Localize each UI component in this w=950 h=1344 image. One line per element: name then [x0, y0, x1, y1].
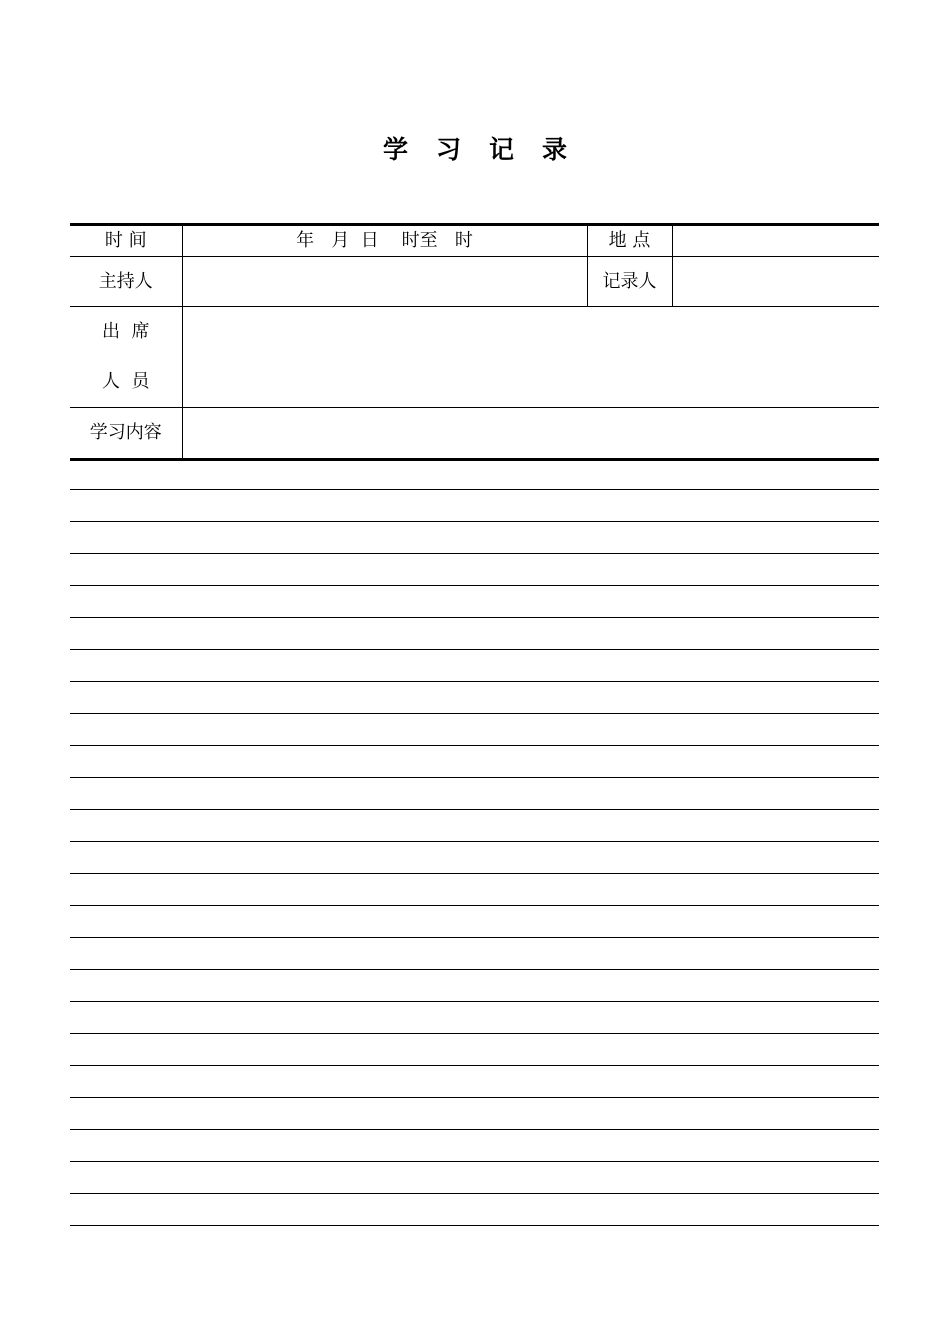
- ruled-line: [70, 777, 879, 778]
- ruled-line: [70, 969, 879, 970]
- ruled-line: [70, 553, 879, 554]
- place-field[interactable]: [672, 225, 879, 257]
- ruled-line: [70, 585, 879, 586]
- ruled-line: [70, 713, 879, 714]
- ruled-line: [70, 1065, 879, 1066]
- ruled-line: [70, 1033, 879, 1034]
- title-char: 记: [489, 135, 515, 164]
- ruled-line: [70, 1193, 879, 1194]
- attendees-label-line1: 出 席: [102, 321, 150, 342]
- ruled-line: [70, 649, 879, 650]
- content-field[interactable]: [182, 408, 879, 460]
- ruled-line: [70, 1161, 879, 1162]
- ruled-line: [70, 681, 879, 682]
- title-char: 习: [435, 135, 461, 164]
- recorder-label: 记录人: [587, 257, 672, 307]
- attendees-label-line2: 人 员: [102, 371, 150, 392]
- host-field[interactable]: [182, 257, 587, 307]
- time-label: 时 间: [70, 225, 182, 257]
- ruled-line: [70, 745, 879, 746]
- attendees-label: [70, 307, 182, 408]
- title-char: 录: [542, 135, 568, 164]
- time-field[interactable]: 年 月 日 时至 时: [182, 225, 587, 257]
- ruled-line: [70, 809, 879, 810]
- ruled-line: [70, 937, 879, 938]
- ruled-line: [70, 905, 879, 906]
- ruled-line: [70, 521, 879, 522]
- ruled-line: [70, 841, 879, 842]
- ruled-line: [70, 617, 879, 618]
- ruled-line: [70, 1225, 879, 1226]
- attendees-row: [70, 307, 879, 408]
- ruled-line: [70, 1129, 879, 1130]
- time-place-row: [70, 225, 879, 257]
- ruled-line: [70, 873, 879, 874]
- record-form-table: [70, 223, 879, 461]
- ruled-line: [70, 489, 879, 490]
- host-label: 主持人: [70, 257, 182, 307]
- title-char: 学: [382, 135, 408, 164]
- attendees-field[interactable]: [182, 307, 879, 408]
- recorder-field[interactable]: [672, 257, 879, 307]
- page-title: [0, 130, 950, 170]
- ruled-line: [70, 1097, 879, 1098]
- ruled-line: [70, 1001, 879, 1002]
- place-label: 地 点: [587, 225, 672, 257]
- content-label: 学习内容: [70, 408, 182, 460]
- content-row: [70, 408, 879, 460]
- host-recorder-row: [70, 257, 879, 307]
